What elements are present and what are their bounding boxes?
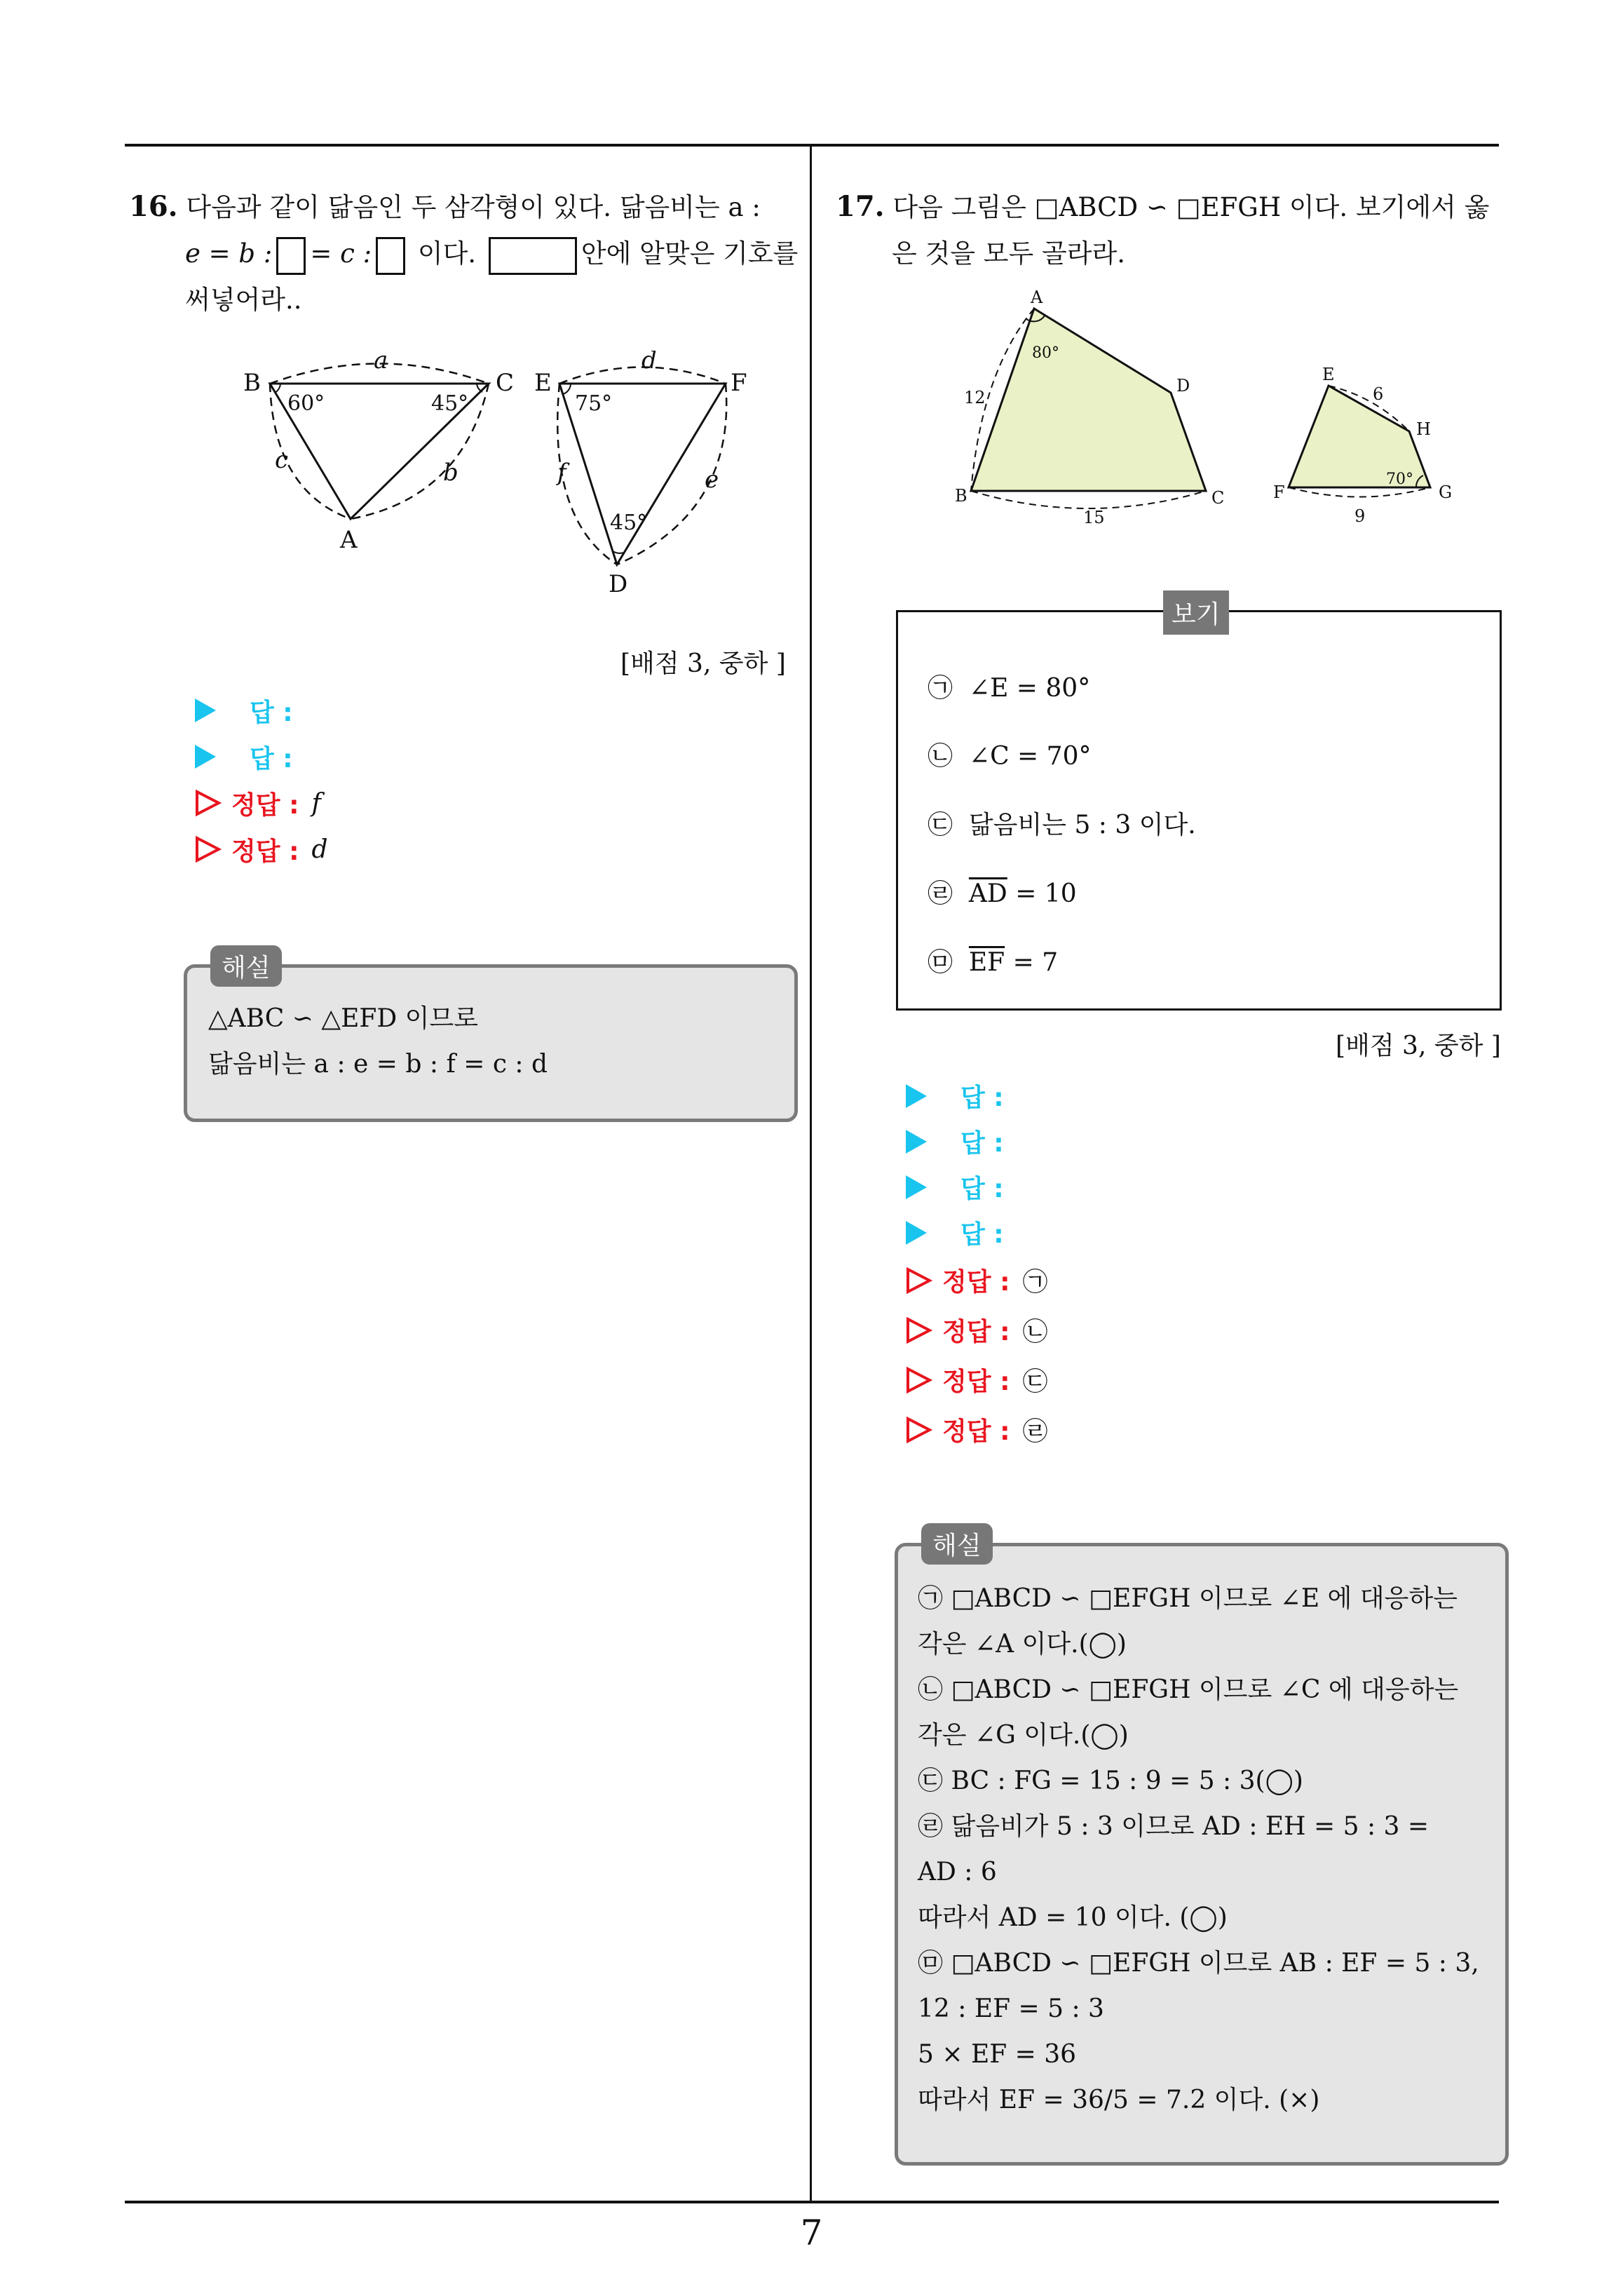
bogi-item-3: ㉢ 닮음비는 5 : 3 이다. bbox=[928, 811, 1196, 839]
q16-expl-line2: 닮음비는 a : e = b : f = c : d bbox=[208, 1050, 548, 1079]
label-f: f bbox=[557, 459, 566, 487]
label-G: G bbox=[1439, 482, 1453, 502]
label-b: b bbox=[443, 459, 459, 487]
q17-correct-1: 정답 : ㉠ bbox=[906, 1255, 1467, 1305]
label-d: d bbox=[641, 351, 657, 374]
play-icon bbox=[195, 698, 216, 722]
q17-number: 17. bbox=[836, 190, 885, 223]
top-rule bbox=[125, 144, 1499, 147]
play-icon bbox=[906, 1130, 927, 1154]
bogi-item-4: ㉣ $\overline{AD} = 10$ bbox=[928, 879, 1077, 908]
q17-correct-2: 정답 : ㉡ bbox=[906, 1305, 1467, 1355]
q16-blank-1[interactable] bbox=[276, 237, 306, 275]
q17-explanation-tag: 해설 bbox=[921, 1523, 993, 1565]
outline-triangle-icon bbox=[906, 1267, 932, 1295]
q16-number: 16. bbox=[129, 190, 178, 223]
q17-expl-line4: 각은 ∠G 이다.(◯) bbox=[918, 1721, 1129, 1750]
label-F: F bbox=[1273, 482, 1285, 502]
q17-explanation-box bbox=[895, 1543, 1509, 2166]
q16-score: [배점 3, 중하 ] bbox=[620, 649, 786, 678]
label-A: A bbox=[1031, 288, 1043, 307]
bogi-item-1: ㉠ ∠E = 80° bbox=[928, 674, 1091, 703]
label-E: E bbox=[534, 369, 552, 397]
bogi-box bbox=[896, 610, 1502, 1011]
angle-C: 45° bbox=[431, 391, 469, 416]
label-B: B bbox=[243, 369, 261, 397]
label-C: C bbox=[496, 369, 515, 397]
bogi-tag: 보기 bbox=[1163, 590, 1229, 635]
q16-line2-d: 안에 알맞은 기호를 bbox=[580, 238, 799, 269]
outline-triangle-icon bbox=[906, 1366, 932, 1394]
q16-line3: 써넣어라.. bbox=[185, 285, 302, 315]
angle-G: 70° bbox=[1386, 471, 1413, 488]
length-EH: 6 bbox=[1373, 384, 1384, 404]
q17-expl-line7: AD : 6 bbox=[918, 1858, 997, 1886]
q16-correct-2: 정답 : d bbox=[195, 826, 756, 872]
q17-expl-line2: 각은 ∠A 이다.(◯) bbox=[918, 1630, 1127, 1659]
label-a: a bbox=[374, 351, 388, 374]
q17-answer-3[interactable]: 답 : bbox=[906, 1164, 1467, 1210]
q16-explanation-tag: 해설 bbox=[210, 945, 282, 987]
outline-triangle-icon bbox=[195, 789, 222, 817]
bogi-item-5: ㉤ $\overline{EF} = 7$ bbox=[928, 948, 1059, 977]
q17-expl-line3: ㉡ □ABCD ∽ □EFGH 이므로 ∠C 에 대응하는 bbox=[918, 1675, 1459, 1704]
label-B: B bbox=[955, 486, 967, 506]
q17-expl-line5: ㉢ BC : FG = 15 : 9 = 5 : 3(◯) bbox=[918, 1767, 1303, 1795]
label-c: c bbox=[275, 446, 289, 474]
q17-expl-line11: 5 × EF = 36 bbox=[918, 2040, 1077, 2069]
length-BC: 15 bbox=[1083, 508, 1105, 527]
play-icon bbox=[906, 1221, 927, 1245]
length-AB: 12 bbox=[964, 388, 986, 407]
q16-explanation-box bbox=[184, 964, 798, 1122]
label-E: E bbox=[1322, 365, 1335, 384]
label-D: D bbox=[609, 570, 628, 598]
q17-score: [배점 3, 중하 ] bbox=[1336, 1032, 1501, 1060]
label-F: F bbox=[731, 369, 747, 397]
q17-text bbox=[836, 184, 1509, 277]
outline-triangle-icon bbox=[906, 1316, 932, 1344]
angle-D: 45° bbox=[610, 511, 648, 535]
q16-line2-c: 이다. bbox=[417, 238, 477, 269]
q16-text bbox=[129, 184, 802, 323]
q17-answer-2[interactable]: 답 : bbox=[906, 1119, 1467, 1164]
q17-expl-line1: ㉠ □ABCD ∽ □EFGH 이므로 ∠E 에 대응하는 bbox=[918, 1584, 1458, 1613]
q17-correct-3: 정답 : ㉢ bbox=[906, 1355, 1467, 1405]
angle-B: 60° bbox=[287, 391, 325, 416]
q17-line2: 은 것을 모두 골라라. bbox=[892, 238, 1125, 269]
q16-line2-a: e = b : bbox=[185, 238, 273, 269]
q16-answers bbox=[195, 687, 756, 872]
q17-answer-1[interactable]: 답 : bbox=[906, 1073, 1467, 1119]
q16-correct-1: 정답 : f bbox=[195, 780, 756, 826]
q17-expl-line10: 12 : EF = 5 : 3 bbox=[918, 1994, 1104, 2023]
angle-E: 75° bbox=[575, 391, 613, 416]
q17-correct-4: 정답 : ㉣ bbox=[906, 1405, 1467, 1454]
q16-line2-b: = c : bbox=[310, 238, 372, 269]
q17-expl-line6: ㉣ 닮음비가 5 : 3 이므로 AD : EH = 5 : 3 = bbox=[918, 1812, 1430, 1841]
q17-answer-4[interactable]: 답 : bbox=[906, 1210, 1467, 1255]
outline-triangle-icon bbox=[906, 1416, 932, 1444]
label-A: A bbox=[340, 526, 358, 554]
quad-abcd bbox=[971, 309, 1206, 491]
page-number: 7 bbox=[800, 2213, 823, 2253]
play-icon bbox=[195, 745, 216, 769]
label-e: e bbox=[705, 466, 719, 494]
label-H: H bbox=[1416, 419, 1431, 439]
q17-answers bbox=[906, 1073, 1467, 1454]
q17-expl-line9: ㉤ □ABCD ∽ □EFGH 이므로 AB : EF = 5 : 3, bbox=[918, 1949, 1479, 1978]
q17-expl-line8: 따라서 AD = 10 이다. (◯) bbox=[918, 1903, 1228, 1932]
label-C: C bbox=[1211, 488, 1225, 508]
q16-answer-2[interactable]: 답 : bbox=[195, 734, 756, 780]
q16-blank-2[interactable] bbox=[376, 237, 405, 275]
play-icon bbox=[906, 1084, 927, 1108]
q17-expl-line12: 따라서 EF = 36/5 = 7.2 이다. (×) bbox=[918, 2086, 1320, 2114]
column-divider bbox=[810, 144, 812, 2202]
q16-answer-1[interactable]: 답 : bbox=[195, 687, 756, 734]
bogi-item-2: ㉡ ∠C = 70° bbox=[928, 742, 1092, 771]
q16-blank-box bbox=[489, 237, 577, 275]
outline-triangle-icon bbox=[195, 835, 222, 863]
label-D: D bbox=[1176, 376, 1190, 396]
play-icon bbox=[906, 1175, 927, 1199]
q17-line1: 다음 그림은 □ABCD ∽ □EFGH 이다. 보기에서 옳 bbox=[892, 192, 1490, 222]
angle-A: 80° bbox=[1032, 344, 1059, 362]
q16-expl-line1: △ABC ∽ △EFD 이므로 bbox=[208, 1004, 478, 1033]
q16-figure bbox=[231, 351, 764, 603]
length-FG: 9 bbox=[1354, 506, 1366, 526]
bottom-rule bbox=[125, 2201, 1499, 2203]
q16-line1: 다음과 같이 닮음인 두 삼각형이 있다. 닮음비는 a : bbox=[186, 192, 761, 222]
q17-figure bbox=[939, 288, 1472, 533]
